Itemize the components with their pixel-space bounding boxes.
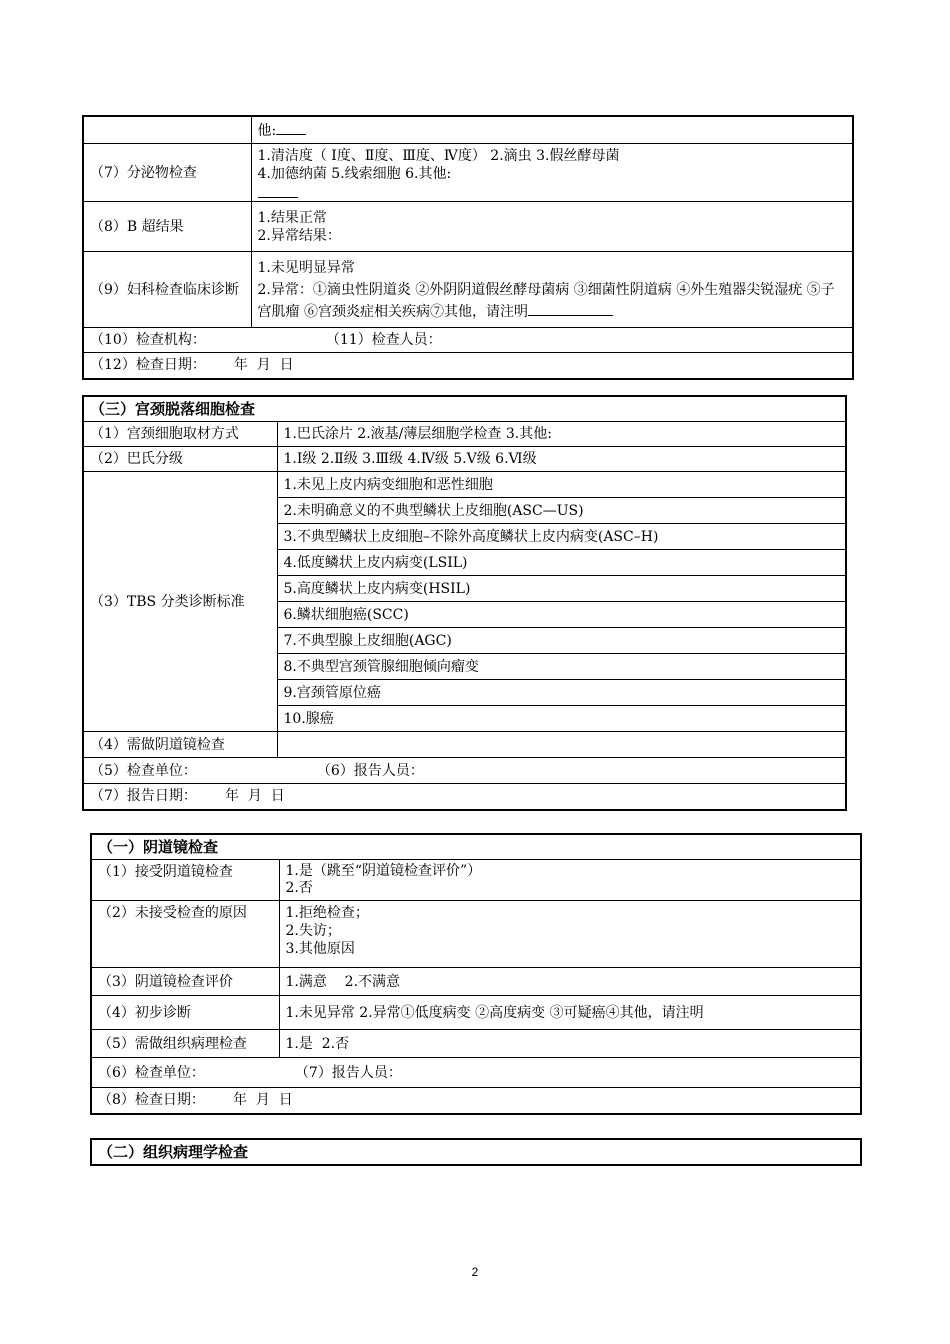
other-cell: 他: [251, 116, 853, 144]
table-row [83, 353, 853, 379]
page-number: 2 [471, 1265, 479, 1279]
unit-reporter: （6）检查单位： （7）报告人员： [91, 1058, 861, 1088]
table-row [91, 1139, 861, 1165]
row-label: （7）分泌物检查 [83, 144, 251, 202]
tbs-item: 7.不典型腺上皮细胞(AGC) [277, 628, 846, 654]
unit-reporter: （5）检查单位： （6）报告人员： [83, 758, 846, 784]
row-label: （2）巴氏分级 [83, 447, 277, 472]
empty-cell [83, 116, 251, 144]
table-row [83, 422, 846, 447]
colposcopy-needed-value[interactable] [277, 732, 846, 758]
table-row [91, 996, 861, 1030]
row-value: 1.未见异常 2.异常①低度病变 ②高度病变 ③可疑癌④其他，请注明 [279, 996, 861, 1030]
tbs-item: 8.不典型宫颈管腺细胞倾向瘤变 [277, 654, 846, 680]
table-row [83, 252, 853, 328]
row-value: 1.Ⅰ级 2.Ⅱ级 3.Ⅲ级 4.Ⅳ级 5.Ⅴ级 6.Ⅵ级 [277, 447, 846, 472]
section-title: （二）组织病理学检查 [91, 1139, 861, 1165]
section-title: （三）宫颈脱落细胞检查 [83, 396, 846, 422]
tbs-item: 10.腺癌 [277, 706, 846, 732]
row-value: 1.是 2.否 [279, 1030, 861, 1058]
blank-line[interactable] [258, 183, 298, 198]
row-label: （2）未接受检查的原因 [91, 901, 279, 968]
blank-line[interactable] [276, 120, 306, 135]
row-value: 1.是（跳至“阴道镜检查评价”） 2.否 [279, 860, 861, 901]
report-date: （7）报告日期： 年 月 日 [83, 784, 846, 810]
exam-date: （12）检查日期： 年 月 日 [83, 353, 853, 379]
tbs-item: 3.不典型鳞状上皮细胞–不除外高度鳞状上皮内病变(ASC–H) [277, 524, 846, 550]
discharge-options: 1.清洁度（ Ⅰ度、Ⅱ度、Ⅲ度、Ⅳ度） 2.滴虫 3.假丝酵母菌 4.加德纳菌 5.线索细胞 6.其他: [251, 144, 853, 202]
tbs-item: 4.低度鳞状上皮内病变(LSIL) [277, 550, 846, 576]
section-title: （一）阴道镜检查 [91, 834, 861, 860]
table-row [91, 834, 861, 860]
row-value: 1.满意 2.不满意 [279, 968, 861, 996]
colposcopy-table [90, 833, 862, 1115]
table-row [91, 901, 861, 968]
tbs-item: 5.高度鳞状上皮内病变(HSIL) [277, 576, 846, 602]
table-row [91, 968, 861, 996]
row-label: （1）接受阴道镜检查 [91, 860, 279, 901]
table-row [83, 144, 853, 202]
row-label: （5）需做组织病理检查 [91, 1030, 279, 1058]
row-value: 1.巴氏涂片 2.液基/薄层细胞学检查 3.其他: [277, 422, 846, 447]
row-label: （8）B 超结果 [83, 202, 251, 252]
blank-line[interactable] [528, 301, 613, 316]
table-row [83, 758, 846, 784]
row-label: （1）宫颈细胞取材方式 [83, 422, 277, 447]
table-row [83, 116, 853, 144]
table-row [91, 860, 861, 901]
tbs-item: 1.未见上皮内病变细胞和恶性细胞 [277, 472, 846, 498]
cytology-table [82, 395, 847, 811]
tbs-item: 9.宫颈管原位癌 [277, 680, 846, 706]
table-row [83, 202, 853, 252]
table-row [83, 784, 846, 810]
institution-inspector: （10）检查机构： （11）检查人员： [83, 328, 853, 353]
table-row [91, 1058, 861, 1088]
row-value: 1.拒绝检查； 2.失访； 3.其他原因 [279, 901, 861, 968]
table-row [91, 1088, 861, 1114]
table-row [83, 328, 853, 353]
row-label: （3）阴道镜检查评价 [91, 968, 279, 996]
histopathology-table [90, 1138, 862, 1166]
tbs-item: 2.未明确意义的不典型鳞状上皮细胞(ASC—US) [277, 498, 846, 524]
ultrasound-options: 1.结果正常 2.异常结果： [251, 202, 853, 252]
table-row [91, 1030, 861, 1058]
table-row [83, 732, 846, 758]
diagnosis-options: 1.未见明显异常 2.异常：①滴虫性阴道炎 ②外阴阴道假丝酵母菌病 ③细菌性阴道病 ④外生殖器尖锐湿疣 ⑤子宫肌瘤 ⑥宫颈炎症相关疾病⑦其他，请注明 [251, 252, 853, 328]
row-label: （4）需做阴道镜检查 [83, 732, 277, 758]
table-row [83, 447, 846, 472]
gyn-exam-table [82, 115, 854, 380]
row-label: （3）TBS 分类诊断标准 [83, 472, 277, 732]
row-label: （9）妇科检查临床诊断 [83, 252, 251, 328]
table-row [83, 396, 846, 422]
tbs-item: 6.鳞状细胞癌(SCC) [277, 602, 846, 628]
table-row [83, 472, 846, 498]
row-label: （4）初步诊断 [91, 996, 279, 1030]
exam-date: （8）检查日期： 年 月 日 [91, 1088, 861, 1114]
